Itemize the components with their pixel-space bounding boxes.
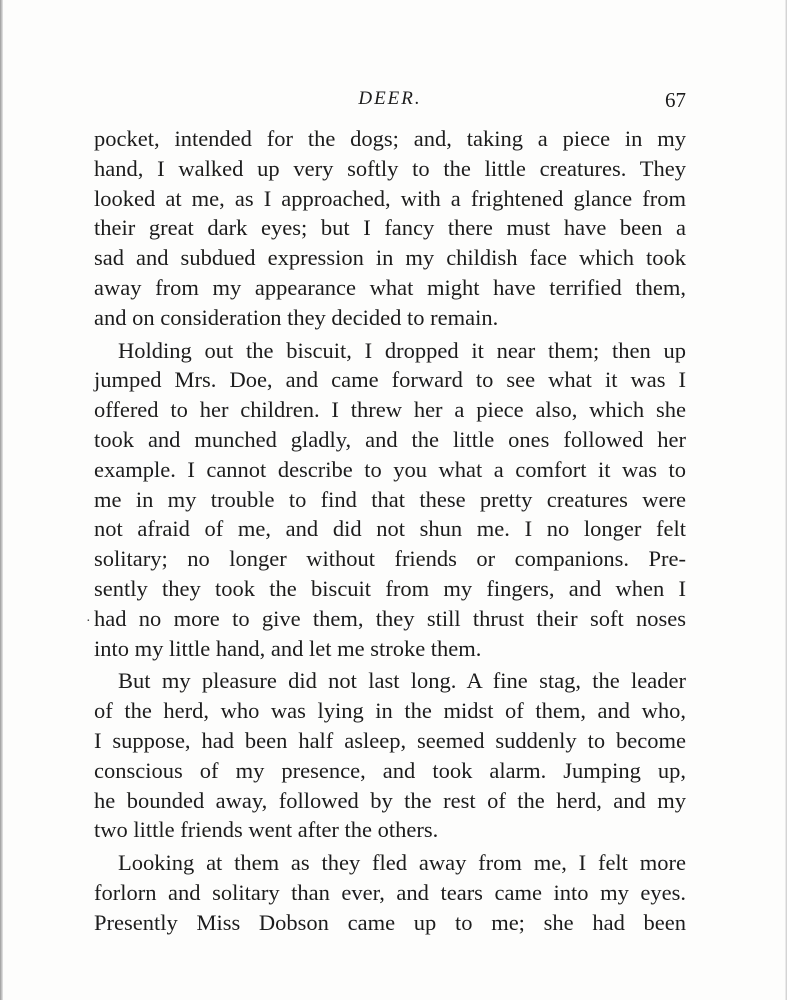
text-line: into my little hand, and let me stroke them.: [94, 635, 482, 661]
text-line: not afraid of me, and did not shun me. I no longer felt: [94, 516, 686, 542]
text-line: Holding out the biscuit, I dropped it near them; then up: [118, 337, 686, 363]
text-line: offered to her children. I threw her a piece also, which she: [94, 397, 686, 423]
text-line: me in my trouble to find that these pretty creatures were: [94, 486, 686, 512]
text-line: and on consideration they decided to remain.: [94, 304, 499, 330]
text-line: solitary; no longer without friends or companions. Pre-: [94, 546, 686, 572]
paragraph: [94, 666, 686, 845]
text-line: But my pleasure did not last long. A fine stag, the leader: [118, 668, 686, 694]
paragraph: [94, 124, 686, 333]
text-line: had no more to give them, they still thrust their soft noses: [94, 605, 686, 631]
text-line: example. I cannot describe to you what a comfort it was to: [94, 456, 686, 482]
text-line: forlorn and solitary than ever, and tears came into my eyes.: [94, 879, 686, 905]
page-left-edge: [0, 0, 3, 1000]
running-title: DEER.: [358, 88, 422, 109]
text-line: jumped Mrs. Doe, and came forward to see what it was I: [94, 367, 686, 393]
paragraph: [94, 848, 686, 937]
text-line: looked at me, as I approached, with a frightened glance from: [94, 185, 686, 211]
text-line: two little friends went after the others.: [94, 817, 439, 843]
running-head: [94, 88, 686, 114]
body-text: [94, 124, 686, 938]
margin-mark: ·: [86, 614, 91, 629]
text-line: pocket, intended for the dogs; and, taking a piece in my: [94, 126, 686, 151]
text-line: of the herd, who was lying in the midst of them, and who,: [94, 698, 686, 724]
text-line: away from my appearance what might have terrified them,: [94, 274, 686, 300]
page-number: 67: [665, 88, 686, 112]
text-line: Presently Miss Dobson came up to me; she had been: [94, 909, 686, 935]
text-line: Looking at them as they fled away from me, I felt more: [118, 850, 686, 876]
text-line: their great dark eyes; but I fancy there must have been a: [94, 215, 686, 241]
text-line: I suppose, had been half asleep, seemed suddenly to become: [94, 727, 686, 753]
text-line: took and munched gladly, and the little ones followed her: [94, 426, 686, 452]
text-line: conscious of my presence, and took alarm. Jumping up,: [94, 757, 686, 783]
text-line: sently they took the biscuit from my fingers, and when I: [94, 575, 686, 601]
paragraph: [94, 336, 686, 664]
text-line: sad and subdued expression in my childish face which took: [94, 245, 686, 271]
text-line: hand, I walked up very softly to the little creatures. They: [94, 155, 686, 181]
text-line: he bounded away, followed by the rest of the herd, and my: [94, 787, 686, 813]
